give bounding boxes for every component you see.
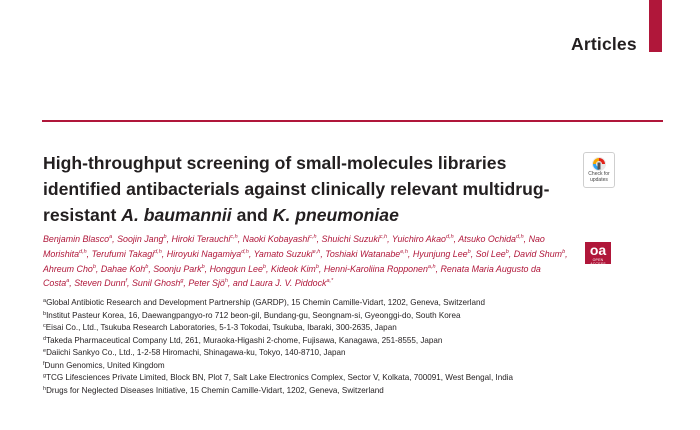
author-separator: ,	[127, 278, 132, 289]
author-separator: ,	[453, 234, 459, 244]
affiliation-text: Drugs for Neglected Diseases Initiative, 15 Chemin Camille-Vidart, 1202, Geneva, Switzerland	[46, 385, 384, 395]
author-affiliation-marker: c,h	[379, 234, 388, 240]
author-separator: ,	[265, 263, 271, 274]
author-name[interactable]: Hiroyuki Nagamiya	[166, 248, 242, 259]
author-separator: ,	[95, 263, 101, 274]
author-name[interactable]: Atsuko Ochida	[458, 234, 516, 244]
author-affiliation-marker: c,h	[309, 234, 317, 240]
article-title	[43, 150, 553, 228]
affiliation-text: Daiichi Sankyo Co., Ltd., 1-2-58 Hiromachi, Shinagawa-ku, Tokyo, 140-8710, Japan	[46, 348, 346, 357]
author-name[interactable]: Henni-Karoliina Ropponen	[323, 263, 428, 274]
author-affiliation-marker: b	[262, 263, 266, 270]
author-separator: ,	[435, 263, 441, 274]
author-separator: ,	[316, 234, 322, 244]
affiliation-text: TCG Lifesciences Private Limited, Block BN, Plot 7, Salt Lake Electronics Complex, Sector V, Kolkata, 700091, West Bengal, India	[46, 373, 514, 382]
author-name[interactable]: Soonju Park	[153, 263, 202, 274]
affiliation-text: Eisai Co., Ltd., Tsukuba Research Laboratories, 5-1-3 Tokodai, Tsukuba, Ibaraki, 300-2635, Japan	[45, 323, 397, 332]
author-affiliation-marker: g	[180, 278, 184, 285]
affiliation-text: Takeda Pharmaceutical Company Ltd, 261, Muraoka-Higashi 2-chome, Fujisawa, Kanagawa, 251-8555, Japan	[46, 335, 443, 345]
author-affiliation-marker: a,*	[326, 278, 334, 285]
author-separator: ,	[318, 263, 324, 274]
author-separator: ,	[86, 248, 92, 259]
author-affiliation-marker: a,h	[427, 263, 436, 270]
author-affiliation-marker: c,h	[230, 234, 238, 240]
affiliation-item	[43, 372, 663, 385]
affiliation-item	[43, 385, 663, 398]
author-affiliation-marker: e,h	[312, 248, 321, 255]
author-affiliation-marker: a	[66, 278, 70, 285]
author-name[interactable]: Yuichiro Akao	[391, 234, 446, 244]
author-affiliation-marker: d,h	[79, 248, 87, 255]
affiliation-marker: g	[43, 373, 47, 379]
author-affiliation-marker: d,h	[241, 248, 249, 255]
author-affiliation-marker: b	[163, 234, 167, 240]
author-name[interactable]: Hyunjung Lee	[412, 248, 468, 259]
author-name[interactable]: Yamato Suzuki	[253, 248, 313, 259]
open-access-logo: oa	[589, 242, 607, 258]
author-separator: ,	[320, 248, 326, 259]
author-name[interactable]: Steven Dunn	[74, 278, 126, 289]
author-name[interactable]: Kideok Kim	[270, 263, 316, 274]
affiliation-marker: a	[43, 298, 47, 304]
affiliation-marker: f	[43, 360, 45, 367]
author-separator: ,	[387, 234, 392, 244]
author-affiliation-marker: d,h	[446, 234, 454, 240]
author-separator: ,	[148, 263, 154, 274]
author-name[interactable]: Renata Maria Augusto da Costa	[43, 263, 541, 289]
author-affiliation-marker: e,h	[400, 248, 408, 255]
affiliation-item	[43, 310, 663, 323]
author-name[interactable]: Nao Morishita	[43, 234, 545, 259]
affiliation-text: Institut Pasteur Korea, 16, Daewangpangyo-ro 712 beon-gil, Bundang-gu, Seongnam-si, Gyeonggi-do, South Korea	[46, 310, 461, 320]
check-for-updates-badge[interactable]	[583, 152, 615, 188]
affiliation-list	[43, 297, 663, 397]
author-name[interactable]: Ahreum Cho	[43, 263, 93, 274]
affiliation-item	[43, 322, 663, 335]
author-affiliation-marker: b	[201, 263, 205, 270]
open-access-label: OPEN ACCESS	[590, 258, 606, 266]
author-separator: ,	[523, 234, 529, 244]
author-list	[43, 232, 568, 291]
author-name[interactable]: Peter Sjö	[188, 278, 225, 289]
author-name[interactable]: Sol Lee	[475, 248, 506, 259]
section-label: Articles	[571, 34, 637, 54]
author-name[interactable]: Honggun Lee	[209, 263, 263, 274]
title-species-1: A. baumannii	[121, 205, 232, 225]
author-affiliation-marker: a	[109, 234, 113, 240]
author-name[interactable]: Dahae Koh	[100, 263, 146, 274]
author-affiliation-marker: b	[467, 248, 471, 255]
open-access-badge	[585, 242, 611, 264]
author-affiliation-marker: b	[562, 248, 566, 255]
author-affiliation-marker: b	[505, 248, 509, 255]
check-updates-label: Check for updates	[588, 171, 610, 183]
affiliation-item	[43, 360, 663, 373]
author-separator: ,	[565, 248, 568, 259]
author-name[interactable]: Laura J. V. Piddock	[250, 278, 327, 289]
author-name[interactable]: Naoki Kobayashi	[242, 234, 310, 244]
author-name[interactable]: Sunil Ghosh	[131, 278, 181, 289]
author-name[interactable]: Benjamin Blasco	[43, 234, 110, 244]
author-separator: ,	[166, 234, 172, 244]
affiliation-item	[43, 297, 663, 310]
author-affiliation-marker: h	[224, 278, 228, 285]
affiliation-marker: d	[43, 335, 47, 342]
author-name[interactable]: Soojin Jang	[117, 234, 164, 244]
author-name[interactable]: Shuichi Suzuki	[321, 234, 380, 244]
author-affiliation-marker: f	[125, 278, 128, 285]
affiliation-marker: b	[43, 310, 47, 317]
title-text: High-throughput screening of small-molecules libraries identified antibacterials against clinically relevant multidrug-resistant	[43, 153, 550, 225]
author-separator: ,	[112, 234, 118, 244]
author-affiliation-marker: d,h	[154, 248, 162, 255]
author-name[interactable]: David Shum	[513, 248, 563, 259]
journal-accent-bar	[649, 0, 662, 52]
author-separator: ,	[248, 248, 254, 259]
affiliation-item	[43, 347, 663, 360]
affiliation-marker: e	[43, 348, 47, 354]
author-separator: ,	[407, 248, 413, 259]
author-separator: ,	[470, 248, 476, 259]
affiliation-text: Global Antibiotic Research and Development Partnership (GARDP), 15 Chemin Camille-Vidart, 1202, Geneva, Switzerland	[46, 298, 485, 307]
author-name[interactable]: Toshiaki Watanabe	[325, 248, 401, 259]
author-name[interactable]: Hiroki Terauchi	[171, 234, 231, 244]
title-species-2: K. pneumoniae	[272, 205, 399, 225]
author-separator: ,	[204, 263, 210, 274]
author-affiliation-marker: d,h	[515, 234, 524, 240]
affiliation-item	[43, 335, 663, 348]
header-divider	[42, 120, 663, 122]
affiliation-marker: h	[43, 385, 47, 392]
check-updates-icon	[591, 156, 607, 172]
author-name[interactable]: Terufumi Takagi	[91, 248, 155, 259]
author-affiliation-marker: b	[315, 263, 319, 270]
author-separator: ,	[237, 234, 243, 244]
author-separator: ,	[508, 248, 514, 259]
author-affiliation-marker: b	[145, 263, 149, 270]
title-conjunction: and	[231, 205, 273, 225]
author-separator: , and	[227, 278, 251, 289]
affiliation-text: Dunn Genomics, United Kingdom	[44, 360, 165, 370]
author-separator: ,	[161, 248, 167, 259]
affiliation-marker: c	[43, 323, 46, 329]
author-separator: ,	[183, 278, 189, 289]
author-affiliation-marker: b	[92, 263, 96, 270]
author-separator: ,	[69, 278, 75, 289]
